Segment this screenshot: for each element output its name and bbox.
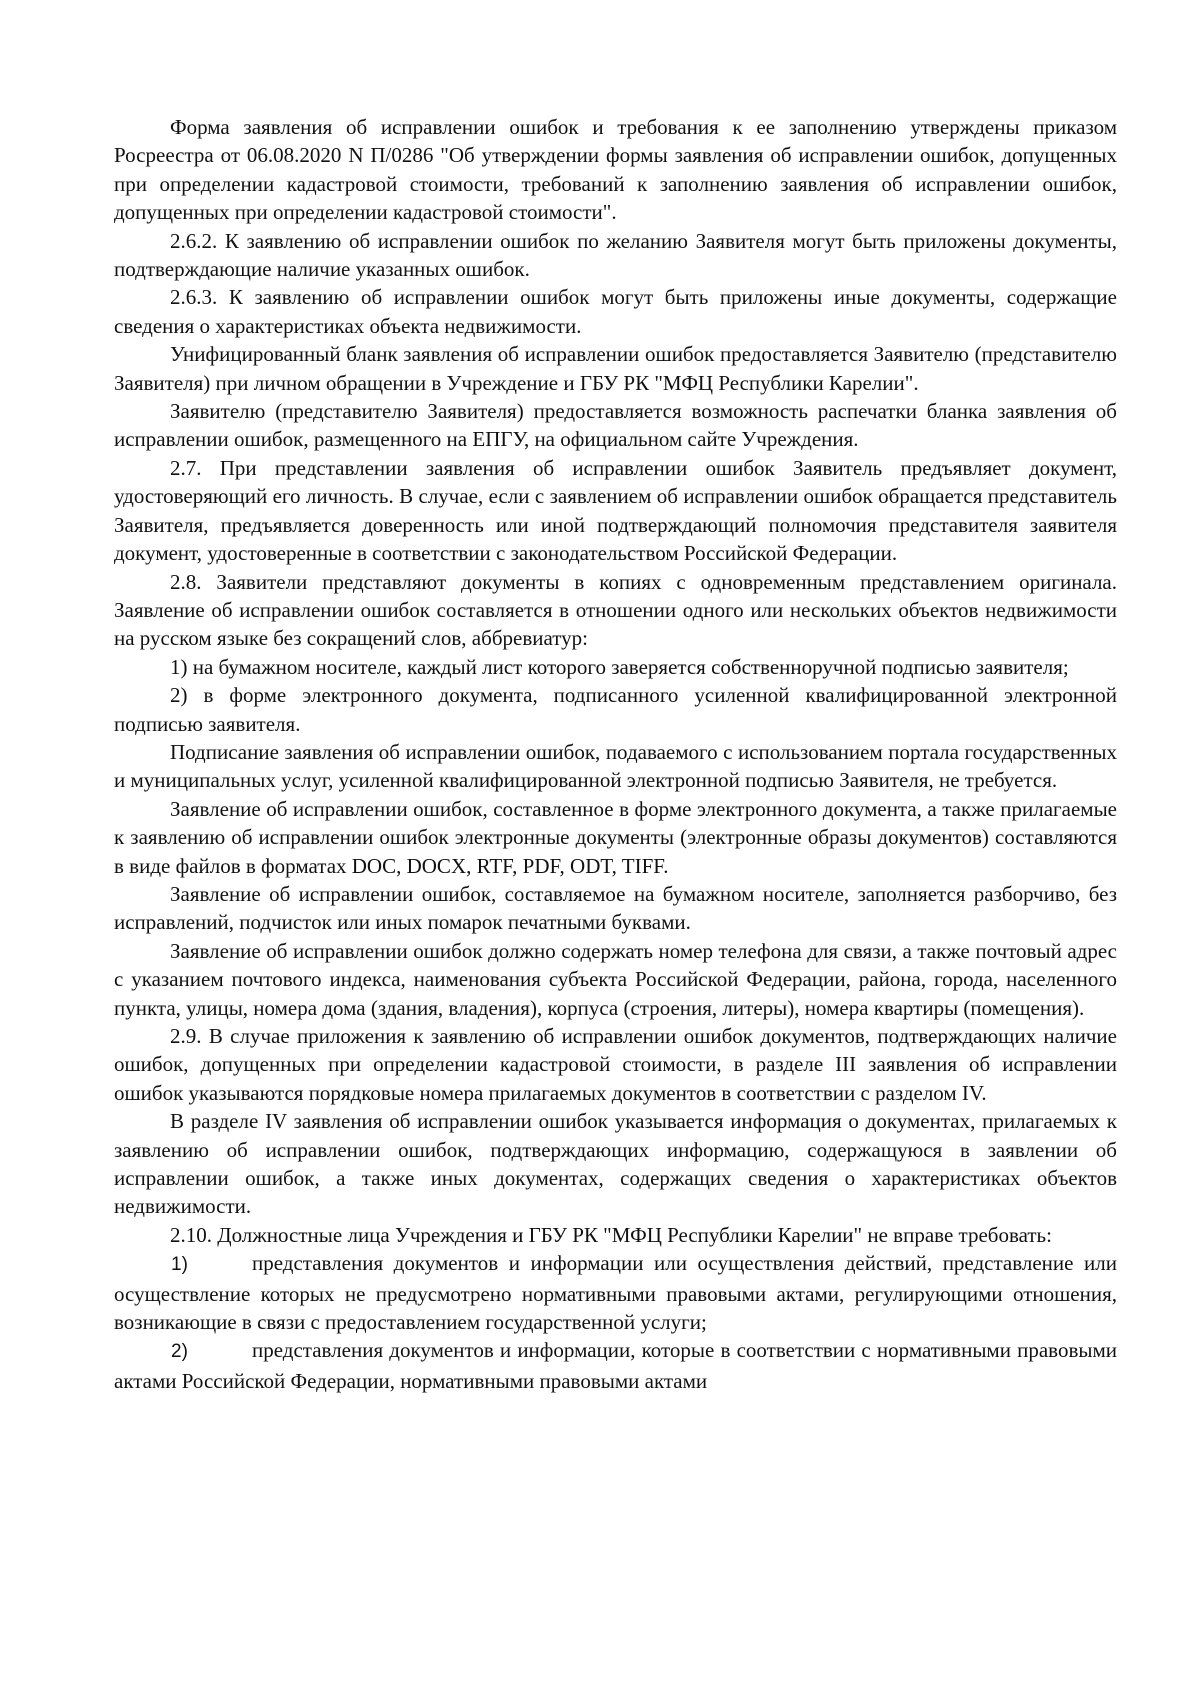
document-page (114, 113, 1117, 1395)
list-item (114, 1249, 1117, 1336)
list-item-number: 1) (171, 1254, 188, 1276)
paragraph-2-6-2: 2.6.2. К заявлению об исправлении ошибок по желанию Заявителя могут быть приложены документы, подтверждающие наличие указанных ошибок. (114, 228, 1117, 282)
list-item (114, 1336, 1117, 1395)
paragraph-form-approval: Форма заявления об исправлении ошибок и требования к ее заполнению утверждены приказом Росреестра от 06.08.2020 N П/0286 "Об утверждении формы заявления об исправлении ошибок, допущенных при определении кадастровой стоимости, требований к заполнению заявления об исправлении ошибок, допущенных при определении кадастровой стоимости". (114, 115, 1117, 225)
paragraph-file-formats: Заявление об исправлении ошибок, составленное в форме электронного документа, а также прилагаемые к заявлению об исправлении ошибок электронные документы (электронные образы документов) составляются в виде файлов в форматах DOC, DOCX, RTF, PDF, ODT, TIFF. (114, 796, 1117, 878)
paragraph-contact-details: Заявление об исправлении ошибок должно содержать номер телефона для связи, а также почтовый адрес с указанием почтового индекса, наименования субъекта Российской Федерации, района, города, населенного пункта, улицы, номера дома (здания, владения), корпуса (строения, литеры), номера квартиры (помещения). (114, 938, 1117, 1020)
paragraph-portal-signature: Подписание заявления об исправлении ошибок, подаваемого с использованием портала государственных и муниципальных услуг, усиленной квалифицированной электронной подписью Заявителя, не требуется. (114, 739, 1117, 793)
paragraph-2-10: 2.10. Должностные лица Учреждения и ГБУ РК "МФЦ Республики Карелии" не вправе требовать: (170, 1222, 1052, 1247)
paragraph-electronic-form: 2) в форме электронного документа, подписанного усиленной квалифицированной электронной подписью заявителя. (114, 683, 1117, 736)
paragraph-2-8: 2.8. Заявители представляют документы в копиях с одновременным представлением оригинала. Заявление об исправлении ошибок составляется в отношении одного или нескольких объектов недвижимости на русском языке без сокращений слов, аббревиатур: (114, 569, 1117, 651)
paragraph-2-9: 2.9. В случае приложения к заявлению об исправлении ошибок документов, подтверждающих наличие ошибок, допущенных при определении кадастровой стоимости, в разделе III заявления об исправлении ошибок указываются порядковые номера прилагаемых документов в соответствии с разделом IV. (114, 1024, 1117, 1105)
paragraph-2-6-3: 2.6.3. К заявлению об исправлении ошибок могут быть приложены иные документы, содержащие сведения о характеристиках объекта недвижимости. (114, 285, 1117, 338)
paragraph-unified-form: Унифицированный бланк заявления об исправлении ошибок предоставляется Заявителю (представителю Заявителя) при личном обращении в Учреждение и ГБУ РК "МФЦ Республики Карелии". (114, 342, 1117, 395)
list-item-number: 2) (171, 1341, 188, 1363)
paragraph-section-iv: В разделе IV заявления об исправлении ошибок указывается информация о документах, прилагаемых к заявлению об исправлении ошибок, подтверждающих информацию, содержащуюся в заявлении об исправлении ошибок, а также иных документах, содержащих сведения о характеристиках объектов недвижимости. (114, 1109, 1117, 1219)
paragraph-form-printing: Заявителю (представителю Заявителя) предоставляется возможность распечатки бланка заявления об исправлении ошибок, размещенного на ЕПГУ, на официальном сайте Учреждения. (114, 399, 1117, 452)
paragraph-paper-form: 1) на бумажном носителе, каждый лист которого заверяется собственноручной подписью заявителя; (170, 654, 1069, 679)
list-item-text: представления документов и информации или осуществления действий, представление или осуществление которых не предусмотрено нормативными правовыми актами, регулирующими отношения, возникающие в связи с предоставлением государственной услуги; (114, 1251, 1117, 1335)
paragraph-2-7: 2.7. При представлении заявления об исправлении ошибок Заявитель предъявляет документ, удостоверяющий его личность. В случае, если с заявлением об исправлении ошибок обращается представитель Заявителя, предъявляется доверенность или иной подтверждающий полномочия представителя заявителя документ, удостоверенные в соответствии с законодательством Российской Федерации. (114, 455, 1117, 566)
paragraph-paper-filling: Заявление об исправлении ошибок, составляемое на бумажном носителе, заполняется разборчиво, без исправлений, подчисток или иных помарок печатными буквами. (114, 881, 1117, 935)
list-item-text: представления документов и информации, которые в соответствии с нормативными правовыми актами Российской Федерации, нормативными правовыми актами (114, 1338, 1117, 1393)
